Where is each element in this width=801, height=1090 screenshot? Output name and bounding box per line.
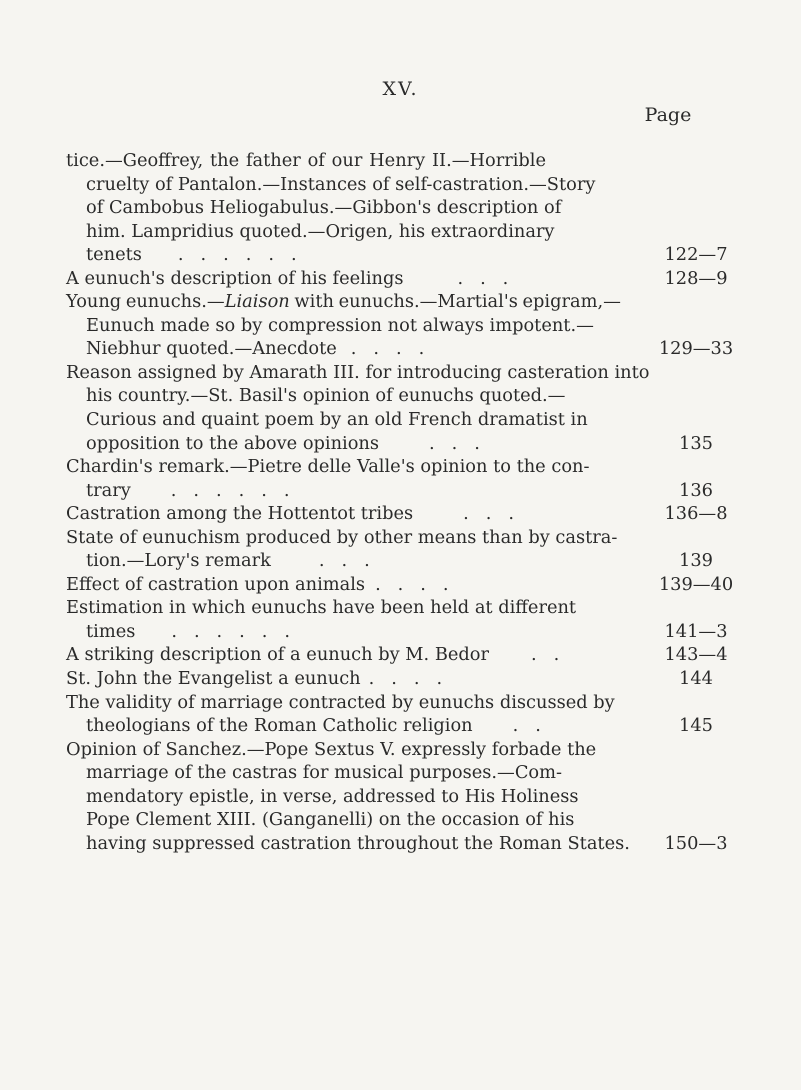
toc-entry (66, 667, 746, 691)
entry-line: opposition to the above opinions . . . (86, 432, 480, 454)
entry-page: 139 (679, 550, 713, 572)
entry-line: Chardin's remark.—Pietre delle Valle's opinion to the con- (66, 456, 590, 478)
dot-leader: . . (512, 715, 541, 737)
entry-line: A striking description of a eunuch by M. Bedor . . (66, 644, 560, 666)
toc-entry (66, 267, 746, 291)
dot-leader: . . . . (368, 668, 443, 690)
entry-line: trary . . . . . . (86, 479, 290, 501)
dot-leader: . . . . . . (171, 620, 291, 642)
folio-number: XV. (382, 78, 419, 100)
dot-leader: . . . (318, 550, 370, 572)
entry-page: 139—40 (658, 573, 734, 595)
entry-line: A eunuch's description of his feelings . . . (66, 267, 509, 289)
toc-entry (66, 149, 746, 267)
entry-line: Pope Clement XIII. (Ganganelli) on the occasion of his (86, 809, 575, 831)
entry-line: mendatory epistle, in verse, addressed to His Holiness (86, 785, 579, 807)
entry-line: Effect of castration upon animals . . . . (66, 573, 449, 595)
entry-line: times . . . . . . (86, 620, 291, 642)
entry-line: The validity of marriage contracted by eunuchs discussed by (66, 691, 615, 713)
page-column-heading: Page (644, 104, 692, 126)
toc-entry (66, 455, 746, 502)
dot-leader: . . . (463, 503, 515, 525)
entry-page: 128—9 (664, 267, 728, 289)
toc-entry (66, 361, 746, 455)
entry-line: State of eunuchism produced by other means than by castra- (66, 526, 618, 548)
toc-entry (66, 596, 746, 643)
dot-leader: . . . . (350, 338, 425, 360)
toc-entry (66, 643, 746, 667)
entry-line: him. Lampridius quoted.—Origen, his extraordinary (86, 220, 555, 242)
entry-line: tice.—Geoffrey, the father of our Henry II.—Horrible (66, 150, 546, 171)
entry-page: 129—33 (658, 338, 734, 360)
entry-line: Reason assigned by Amarath III. for introducing casteration into (66, 361, 650, 383)
entry-page: 144 (679, 668, 713, 690)
entry-page: 122—7 (664, 244, 728, 266)
italic-term: Liaison (224, 291, 290, 313)
entry-page: 136—8 (664, 503, 728, 525)
entry-line: cruelty of Pantalon.—Instances of self-castration.—Story (86, 173, 596, 195)
toc-entry (66, 526, 746, 573)
entry-line: Curious and quaint poem by an old French dramatist in (86, 409, 588, 431)
entry-line: Castration among the Hottentot tribes . . . (66, 503, 515, 525)
entry-line: St. John the Evangelist a eunuch . . . . (66, 668, 443, 690)
entry-line: his country.—St. Basil's opinion of eunuchs quoted.— (86, 385, 566, 407)
dot-leader: . . . (429, 432, 480, 454)
entry-line: Estimation in which eunuchs have been held at different (66, 597, 577, 619)
entry-page: 135 (679, 432, 713, 454)
entry-line: tion.—Lory's remark . . . (86, 550, 370, 572)
toc-entry (66, 573, 746, 597)
toc-entry (66, 290, 746, 361)
table-of-contents (66, 149, 746, 855)
entry-page: 136 (679, 479, 713, 501)
toc-entry (66, 691, 746, 738)
toc-entry (66, 738, 746, 856)
entry-line: Eunuch made so by compression not always impotent.— (86, 314, 594, 336)
dot-leader: . . . . . . (177, 244, 297, 266)
toc-entry (66, 502, 746, 526)
entry-line: of Cambobus Heliogabulus.—Gibbon's description of (86, 197, 562, 219)
dot-leader: . . . . . . (170, 479, 290, 501)
entry-page: 141—3 (664, 620, 728, 642)
dot-leader: . . (531, 644, 560, 666)
entry-line: Niebhur quoted.—Anecdote . . . . (86, 338, 425, 360)
entry-line: tenets . . . . . . (86, 244, 297, 266)
entry-line: marriage of the castras for musical purposes.—Com- (86, 762, 562, 784)
dot-leader: . . . (457, 267, 509, 289)
entry-line: Opinion of Sanchez.—Pope Sextus V. expressly forbade the (66, 738, 597, 760)
entry-page: 150—3 (664, 832, 728, 854)
entry-line: having suppressed castration throughout the Roman States. (86, 832, 630, 854)
dot-leader: . . . . (375, 573, 449, 595)
entry-line: theologians of the Roman Catholic religion . . (86, 715, 541, 737)
entry-page: 143—4 (664, 644, 728, 666)
entry-line: Young eunuchs.—Liaison with eunuchs.—Martial's epigram,— (66, 291, 621, 313)
entry-page: 145 (679, 715, 713, 737)
